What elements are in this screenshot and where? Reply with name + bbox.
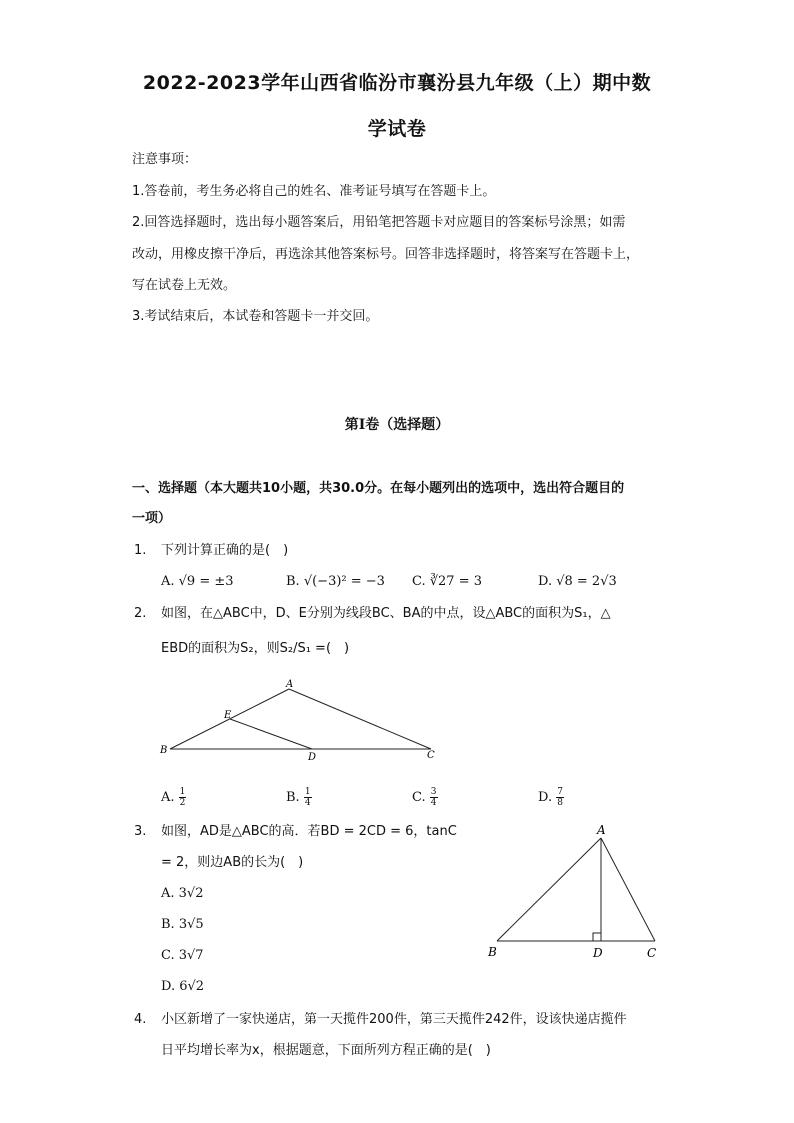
- question-2-triangle-figure: [158, 676, 448, 766]
- question-4-number: 4.: [134, 1012, 147, 1027]
- question-3-triangle-figure: [484, 820, 664, 965]
- question-3-option-a: A. 3√2: [161, 886, 204, 901]
- question-1-option-a: A. √9 = ±3: [161, 574, 234, 589]
- label-d: D: [593, 946, 603, 960]
- question-3-line1: 如图，AD是△ABC的高．若BD = 2CD = 6，tanC: [161, 824, 457, 839]
- label-b: B: [488, 945, 497, 959]
- label-a: A: [597, 823, 606, 837]
- question-2-option-d: D. $\frac{7}{8}$: [538, 787, 563, 808]
- note-item-2-line2: 改动，用橡皮擦干净后，再选涂其他答案标号。回答非选择题时，将答案写在答题卡上，: [132, 247, 640, 262]
- label-d: D: [308, 752, 317, 763]
- part-heading-line2: 一项）: [132, 511, 172, 526]
- section-title: 第I卷（选择题）: [344, 417, 450, 433]
- question-1-option-c: C. ∛27 = 3: [412, 574, 483, 589]
- question-2-number: 2.: [134, 606, 147, 621]
- label-c: C: [647, 946, 657, 960]
- question-1-option-b: B. √(−3)² = −3: [286, 574, 385, 589]
- question-2-line2: EBD的面积为S₂，则S₂/S₁ =( ): [161, 641, 350, 656]
- segment-ac: [289, 689, 431, 749]
- label-e: E: [224, 710, 232, 721]
- right-angle-mark: [593, 933, 601, 941]
- segment-ed: [230, 719, 312, 749]
- question-3-line2: = 2，则边AB的长为( ): [161, 855, 304, 870]
- segment-ac: [601, 838, 655, 941]
- question-2-option-c: C. $\frac{3}{4}$: [412, 787, 437, 808]
- notes-heading: 注意事项：: [132, 152, 198, 167]
- question-3-option-d: D. 6√2: [161, 979, 205, 994]
- question-4-line1: 小区新增了一家快递店，第一天揽件200件，第三天揽件242件，设该快递店揽件: [161, 1012, 627, 1027]
- question-3-option-b: B. 3√5: [161, 917, 204, 932]
- question-2-option-b: B. $\frac{1}{4}$: [286, 787, 311, 808]
- question-4-line2: 日平均增长率为x，根据题意，下面所列方程正确的是( ): [161, 1043, 491, 1058]
- note-item-2-line3: 写在试卷上无效。: [132, 278, 237, 293]
- label-b: B: [160, 745, 168, 756]
- exam-title-line2: 学试卷: [367, 118, 427, 140]
- question-2-option-a: A. $\frac{1}{2}$: [161, 787, 186, 808]
- question-1-stem: 下列计算正确的是( ): [161, 543, 289, 558]
- question-3-number: 3.: [134, 824, 147, 839]
- label-c: C: [427, 750, 435, 761]
- exam-title-line1: 2022-2023学年山西省临汾市襄汾县九年级（上）期中数: [142, 72, 652, 94]
- question-1-option-d: D. √8 = 2√3: [538, 574, 617, 589]
- question-1-number: 1.: [134, 543, 147, 558]
- segment-ab: [497, 838, 601, 941]
- question-3-option-c: C. 3√7: [161, 948, 204, 963]
- note-item-1: 1.答卷前，考生务必将自己的姓名、准考证号填写在答题卡上。: [132, 184, 496, 199]
- label-a: A: [286, 679, 294, 690]
- note-item-3: 3.考试结束后，本试卷和答题卡一并交回。: [132, 309, 379, 324]
- question-2-line1: 如图，在△ABC中，D、E分别为线段BC、BA的中点，设△ABC的面积为S₁，△: [161, 606, 611, 621]
- note-item-2-line1: 2.回答选择题时，选出每小题答案后，用铅笔把答题卡对应题目的答案标号涂黑；如需: [132, 215, 626, 230]
- part-heading-line1: 一、选择题（本大题共10小题，共30.0分。在每小题列出的选项中，选出符合题目的: [132, 481, 625, 496]
